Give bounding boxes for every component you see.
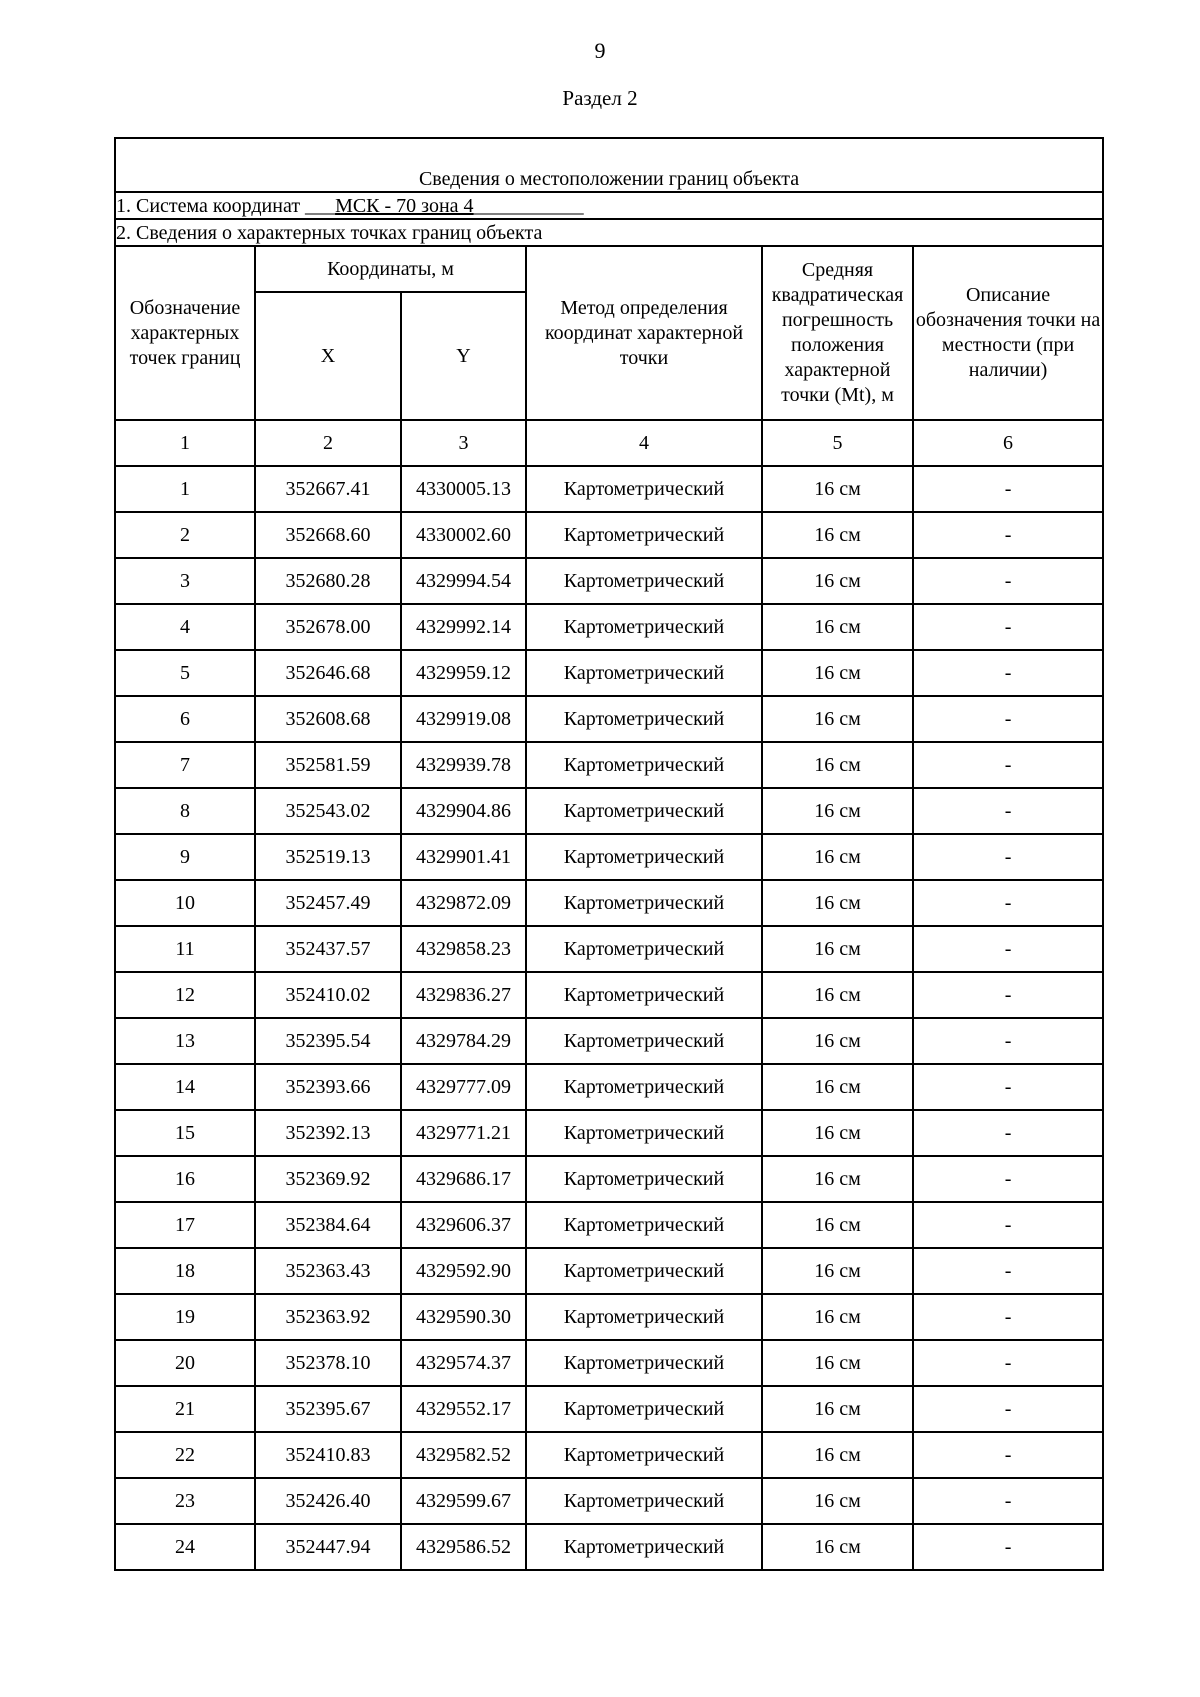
point-number-cell: 8 — [115, 788, 255, 834]
x-coordinate-cell: 352378.10 — [255, 1340, 401, 1386]
x-coordinate-cell: 352667.41 — [255, 466, 401, 512]
x-coordinate-cell: 352543.02 — [255, 788, 401, 834]
error-cell: 16 см — [762, 1202, 913, 1248]
error-cell: 16 см — [762, 972, 913, 1018]
coord-system-label: 1. Система координат ___ — [116, 194, 336, 217]
point-number-cell: 1 — [115, 466, 255, 512]
point-number-cell: 23 — [115, 1478, 255, 1524]
x-coordinate-cell: 352680.28 — [255, 558, 401, 604]
point-number-cell: 12 — [115, 972, 255, 1018]
x-coordinate-cell: 352581.59 — [255, 742, 401, 788]
description-cell: - — [913, 972, 1103, 1018]
description-cell: - — [913, 880, 1103, 926]
error-cell: 16 см — [762, 1248, 913, 1294]
x-coordinate-cell: 352363.92 — [255, 1294, 401, 1340]
method-cell: Картометрический — [526, 1432, 762, 1478]
method-cell: Картометрический — [526, 788, 762, 834]
y-coordinate-cell: 4329939.78 — [401, 742, 526, 788]
error-cell: 16 см — [762, 1064, 913, 1110]
y-coordinate-cell: 4329784.29 — [401, 1018, 526, 1064]
point-number-cell: 19 — [115, 1294, 255, 1340]
description-cell: - — [913, 1478, 1103, 1524]
x-coordinate-cell: 352393.66 — [255, 1064, 401, 1110]
y-coordinate-cell: 4329592.90 — [401, 1248, 526, 1294]
point-number-cell: 20 — [115, 1340, 255, 1386]
error-cell: 16 см — [762, 1524, 913, 1570]
method-cell: Картометрический — [526, 466, 762, 512]
x-coordinate-cell: 352410.83 — [255, 1432, 401, 1478]
method-cell: Картометрический — [526, 558, 762, 604]
header-row-top — [115, 246, 1103, 292]
x-coordinate-cell: 352668.60 — [255, 512, 401, 558]
table-row — [115, 1478, 1103, 1524]
method-cell: Картометрический — [526, 650, 762, 696]
description-cell: - — [913, 1248, 1103, 1294]
point-number-cell: 3 — [115, 558, 255, 604]
description-cell: - — [913, 1156, 1103, 1202]
y-coordinate-cell: 4329858.23 — [401, 926, 526, 972]
description-cell: - — [913, 926, 1103, 972]
x-coordinate-cell: 352392.13 — [255, 1110, 401, 1156]
header-description: Описание обозначения точки на местности (при наличии) — [913, 246, 1103, 420]
points-info-row — [115, 219, 1103, 246]
method-cell: Картометрический — [526, 1018, 762, 1064]
column-numbers-row — [115, 420, 1103, 466]
point-number-cell: 13 — [115, 1018, 255, 1064]
method-cell: Картометрический — [526, 926, 762, 972]
x-coordinate-cell: 352608.68 — [255, 696, 401, 742]
coord-system-row — [115, 192, 1103, 219]
header-y: Y — [401, 292, 526, 420]
point-number-cell: 15 — [115, 1110, 255, 1156]
table-row — [115, 834, 1103, 880]
x-coordinate-cell: 352457.49 — [255, 880, 401, 926]
y-coordinate-cell: 4329606.37 — [401, 1202, 526, 1248]
table-row — [115, 1248, 1103, 1294]
table-row — [115, 1018, 1103, 1064]
error-cell: 16 см — [762, 558, 913, 604]
method-cell: Картометрический — [526, 696, 762, 742]
column-number: 1 — [115, 420, 255, 466]
method-cell: Картометрический — [526, 512, 762, 558]
column-number: 3 — [401, 420, 526, 466]
error-cell: 16 см — [762, 1018, 913, 1064]
table-row — [115, 1340, 1103, 1386]
page-number: 9 — [594, 38, 606, 63]
y-coordinate-cell: 4329904.86 — [401, 788, 526, 834]
description-cell: - — [913, 466, 1103, 512]
method-cell: Картометрический — [526, 1478, 762, 1524]
header-x: X — [255, 292, 401, 420]
method-cell: Картометрический — [526, 1294, 762, 1340]
error-cell: 16 см — [762, 1110, 913, 1156]
description-cell: - — [913, 1202, 1103, 1248]
error-cell: 16 см — [762, 1156, 913, 1202]
error-cell: 16 см — [762, 512, 913, 558]
header-designation: Обозначение характерных точек границ — [115, 246, 255, 420]
point-number-cell: 22 — [115, 1432, 255, 1478]
description-cell: - — [913, 1064, 1103, 1110]
method-cell: Картометрический — [526, 834, 762, 880]
error-cell: 16 см — [762, 650, 913, 696]
table-title: Сведения о местоположении границ объекта — [115, 138, 1103, 192]
error-cell: 16 см — [762, 1478, 913, 1524]
error-cell: 16 см — [762, 880, 913, 926]
method-cell: Картометрический — [526, 1156, 762, 1202]
table-row — [115, 696, 1103, 742]
table-row — [115, 1202, 1103, 1248]
coord-system-value: МСК - 70 зона 4 — [335, 194, 474, 217]
table-row — [115, 558, 1103, 604]
boundary-points-table — [114, 137, 1104, 1571]
x-coordinate-cell: 352646.68 — [255, 650, 401, 696]
table-row — [115, 1156, 1103, 1202]
y-coordinate-cell: 4329919.08 — [401, 696, 526, 742]
point-number-cell: 18 — [115, 1248, 255, 1294]
point-number-cell: 14 — [115, 1064, 255, 1110]
description-cell: - — [913, 696, 1103, 742]
y-coordinate-cell: 4330005.13 — [401, 466, 526, 512]
point-number-cell: 10 — [115, 880, 255, 926]
table-row — [115, 512, 1103, 558]
error-cell: 16 см — [762, 1294, 913, 1340]
x-coordinate-cell: 352678.00 — [255, 604, 401, 650]
y-coordinate-cell: 4329901.41 — [401, 834, 526, 880]
method-cell: Картометрический — [526, 1110, 762, 1156]
description-cell: - — [913, 834, 1103, 880]
description-cell: - — [913, 1110, 1103, 1156]
x-coordinate-cell: 352384.64 — [255, 1202, 401, 1248]
method-cell: Картометрический — [526, 1202, 762, 1248]
error-cell: 16 см — [762, 696, 913, 742]
x-coordinate-cell: 352363.43 — [255, 1248, 401, 1294]
description-cell: - — [913, 1340, 1103, 1386]
method-cell: Картометрический — [526, 1248, 762, 1294]
coord-system-cell — [115, 192, 1103, 219]
description-cell: - — [913, 1524, 1103, 1570]
description-cell: - — [913, 788, 1103, 834]
error-cell: 16 см — [762, 1432, 913, 1478]
y-coordinate-cell: 4329599.67 — [401, 1478, 526, 1524]
coord-system-trailing: ___________ — [473, 194, 584, 217]
x-coordinate-cell: 352369.92 — [255, 1156, 401, 1202]
description-cell: - — [913, 1018, 1103, 1064]
y-coordinate-cell: 4329771.21 — [401, 1110, 526, 1156]
table-row — [115, 1110, 1103, 1156]
table-row — [115, 466, 1103, 512]
point-number-cell: 9 — [115, 834, 255, 880]
y-coordinate-cell: 4329590.30 — [401, 1294, 526, 1340]
point-number-cell: 2 — [115, 512, 255, 558]
y-coordinate-cell: 4329994.54 — [401, 558, 526, 604]
header-coordinates: Координаты, м — [255, 246, 526, 292]
description-cell: - — [913, 1386, 1103, 1432]
method-cell: Картометрический — [526, 742, 762, 788]
y-coordinate-cell: 4329777.09 — [401, 1064, 526, 1110]
error-cell: 16 см — [762, 604, 913, 650]
y-coordinate-cell: 4329959.12 — [401, 650, 526, 696]
error-cell: 16 см — [762, 1386, 913, 1432]
table-row — [115, 1432, 1103, 1478]
method-cell: Картометрический — [526, 972, 762, 1018]
x-coordinate-cell: 352437.57 — [255, 926, 401, 972]
table-row — [115, 926, 1103, 972]
point-number-cell: 17 — [115, 1202, 255, 1248]
method-cell: Картометрический — [526, 1340, 762, 1386]
point-number-cell: 7 — [115, 742, 255, 788]
method-cell: Картометрический — [526, 604, 762, 650]
table-row — [115, 650, 1103, 696]
header-method: Метод определения координат характерной точки — [526, 246, 762, 420]
point-number-cell: 6 — [115, 696, 255, 742]
table-row — [115, 1524, 1103, 1570]
description-cell: - — [913, 650, 1103, 696]
method-cell: Картометрический — [526, 1064, 762, 1110]
y-coordinate-cell: 4330002.60 — [401, 512, 526, 558]
table-row — [115, 880, 1103, 926]
table-row — [115, 1386, 1103, 1432]
y-coordinate-cell: 4329574.37 — [401, 1340, 526, 1386]
column-number: 4 — [526, 420, 762, 466]
x-coordinate-cell: 352410.02 — [255, 972, 401, 1018]
x-coordinate-cell: 352395.67 — [255, 1386, 401, 1432]
header-error: Средняя квадратическая погрешность положения характерной точки (Mt), м — [762, 246, 913, 420]
table-row — [115, 788, 1103, 834]
method-cell: Картометрический — [526, 1386, 762, 1432]
error-cell: 16 см — [762, 788, 913, 834]
error-cell: 16 см — [762, 1340, 913, 1386]
table-row — [115, 1294, 1103, 1340]
x-coordinate-cell: 352519.13 — [255, 834, 401, 880]
section-title: Раздел 2 — [562, 86, 638, 110]
error-cell: 16 см — [762, 834, 913, 880]
y-coordinate-cell: 4329582.52 — [401, 1432, 526, 1478]
y-coordinate-cell: 4329686.17 — [401, 1156, 526, 1202]
column-number: 2 — [255, 420, 401, 466]
x-coordinate-cell: 352447.94 — [255, 1524, 401, 1570]
table-row — [115, 972, 1103, 1018]
point-number-cell: 16 — [115, 1156, 255, 1202]
table-title-row — [115, 138, 1103, 192]
method-cell: Картометрический — [526, 880, 762, 926]
description-cell: - — [913, 742, 1103, 788]
y-coordinate-cell: 4329836.27 — [401, 972, 526, 1018]
column-number: 6 — [913, 420, 1103, 466]
x-coordinate-cell: 352395.54 — [255, 1018, 401, 1064]
column-number: 5 — [762, 420, 913, 466]
y-coordinate-cell: 4329992.14 — [401, 604, 526, 650]
description-cell: - — [913, 604, 1103, 650]
y-coordinate-cell: 4329872.09 — [401, 880, 526, 926]
point-number-cell: 11 — [115, 926, 255, 972]
table-row — [115, 1064, 1103, 1110]
description-cell: - — [913, 1294, 1103, 1340]
description-cell: - — [913, 1432, 1103, 1478]
points-info: 2. Сведения о характерных точках границ объекта — [115, 219, 1103, 246]
x-coordinate-cell: 352426.40 — [255, 1478, 401, 1524]
table-row — [115, 742, 1103, 788]
y-coordinate-cell: 4329552.17 — [401, 1386, 526, 1432]
error-cell: 16 см — [762, 926, 913, 972]
point-number-cell: 4 — [115, 604, 255, 650]
point-number-cell: 5 — [115, 650, 255, 696]
table-row — [115, 604, 1103, 650]
error-cell: 16 см — [762, 742, 913, 788]
method-cell: Картометрический — [526, 1524, 762, 1570]
point-number-cell: 21 — [115, 1386, 255, 1432]
description-cell: - — [913, 558, 1103, 604]
point-number-cell: 24 — [115, 1524, 255, 1570]
description-cell: - — [913, 512, 1103, 558]
y-coordinate-cell: 4329586.52 — [401, 1524, 526, 1570]
error-cell: 16 см — [762, 466, 913, 512]
